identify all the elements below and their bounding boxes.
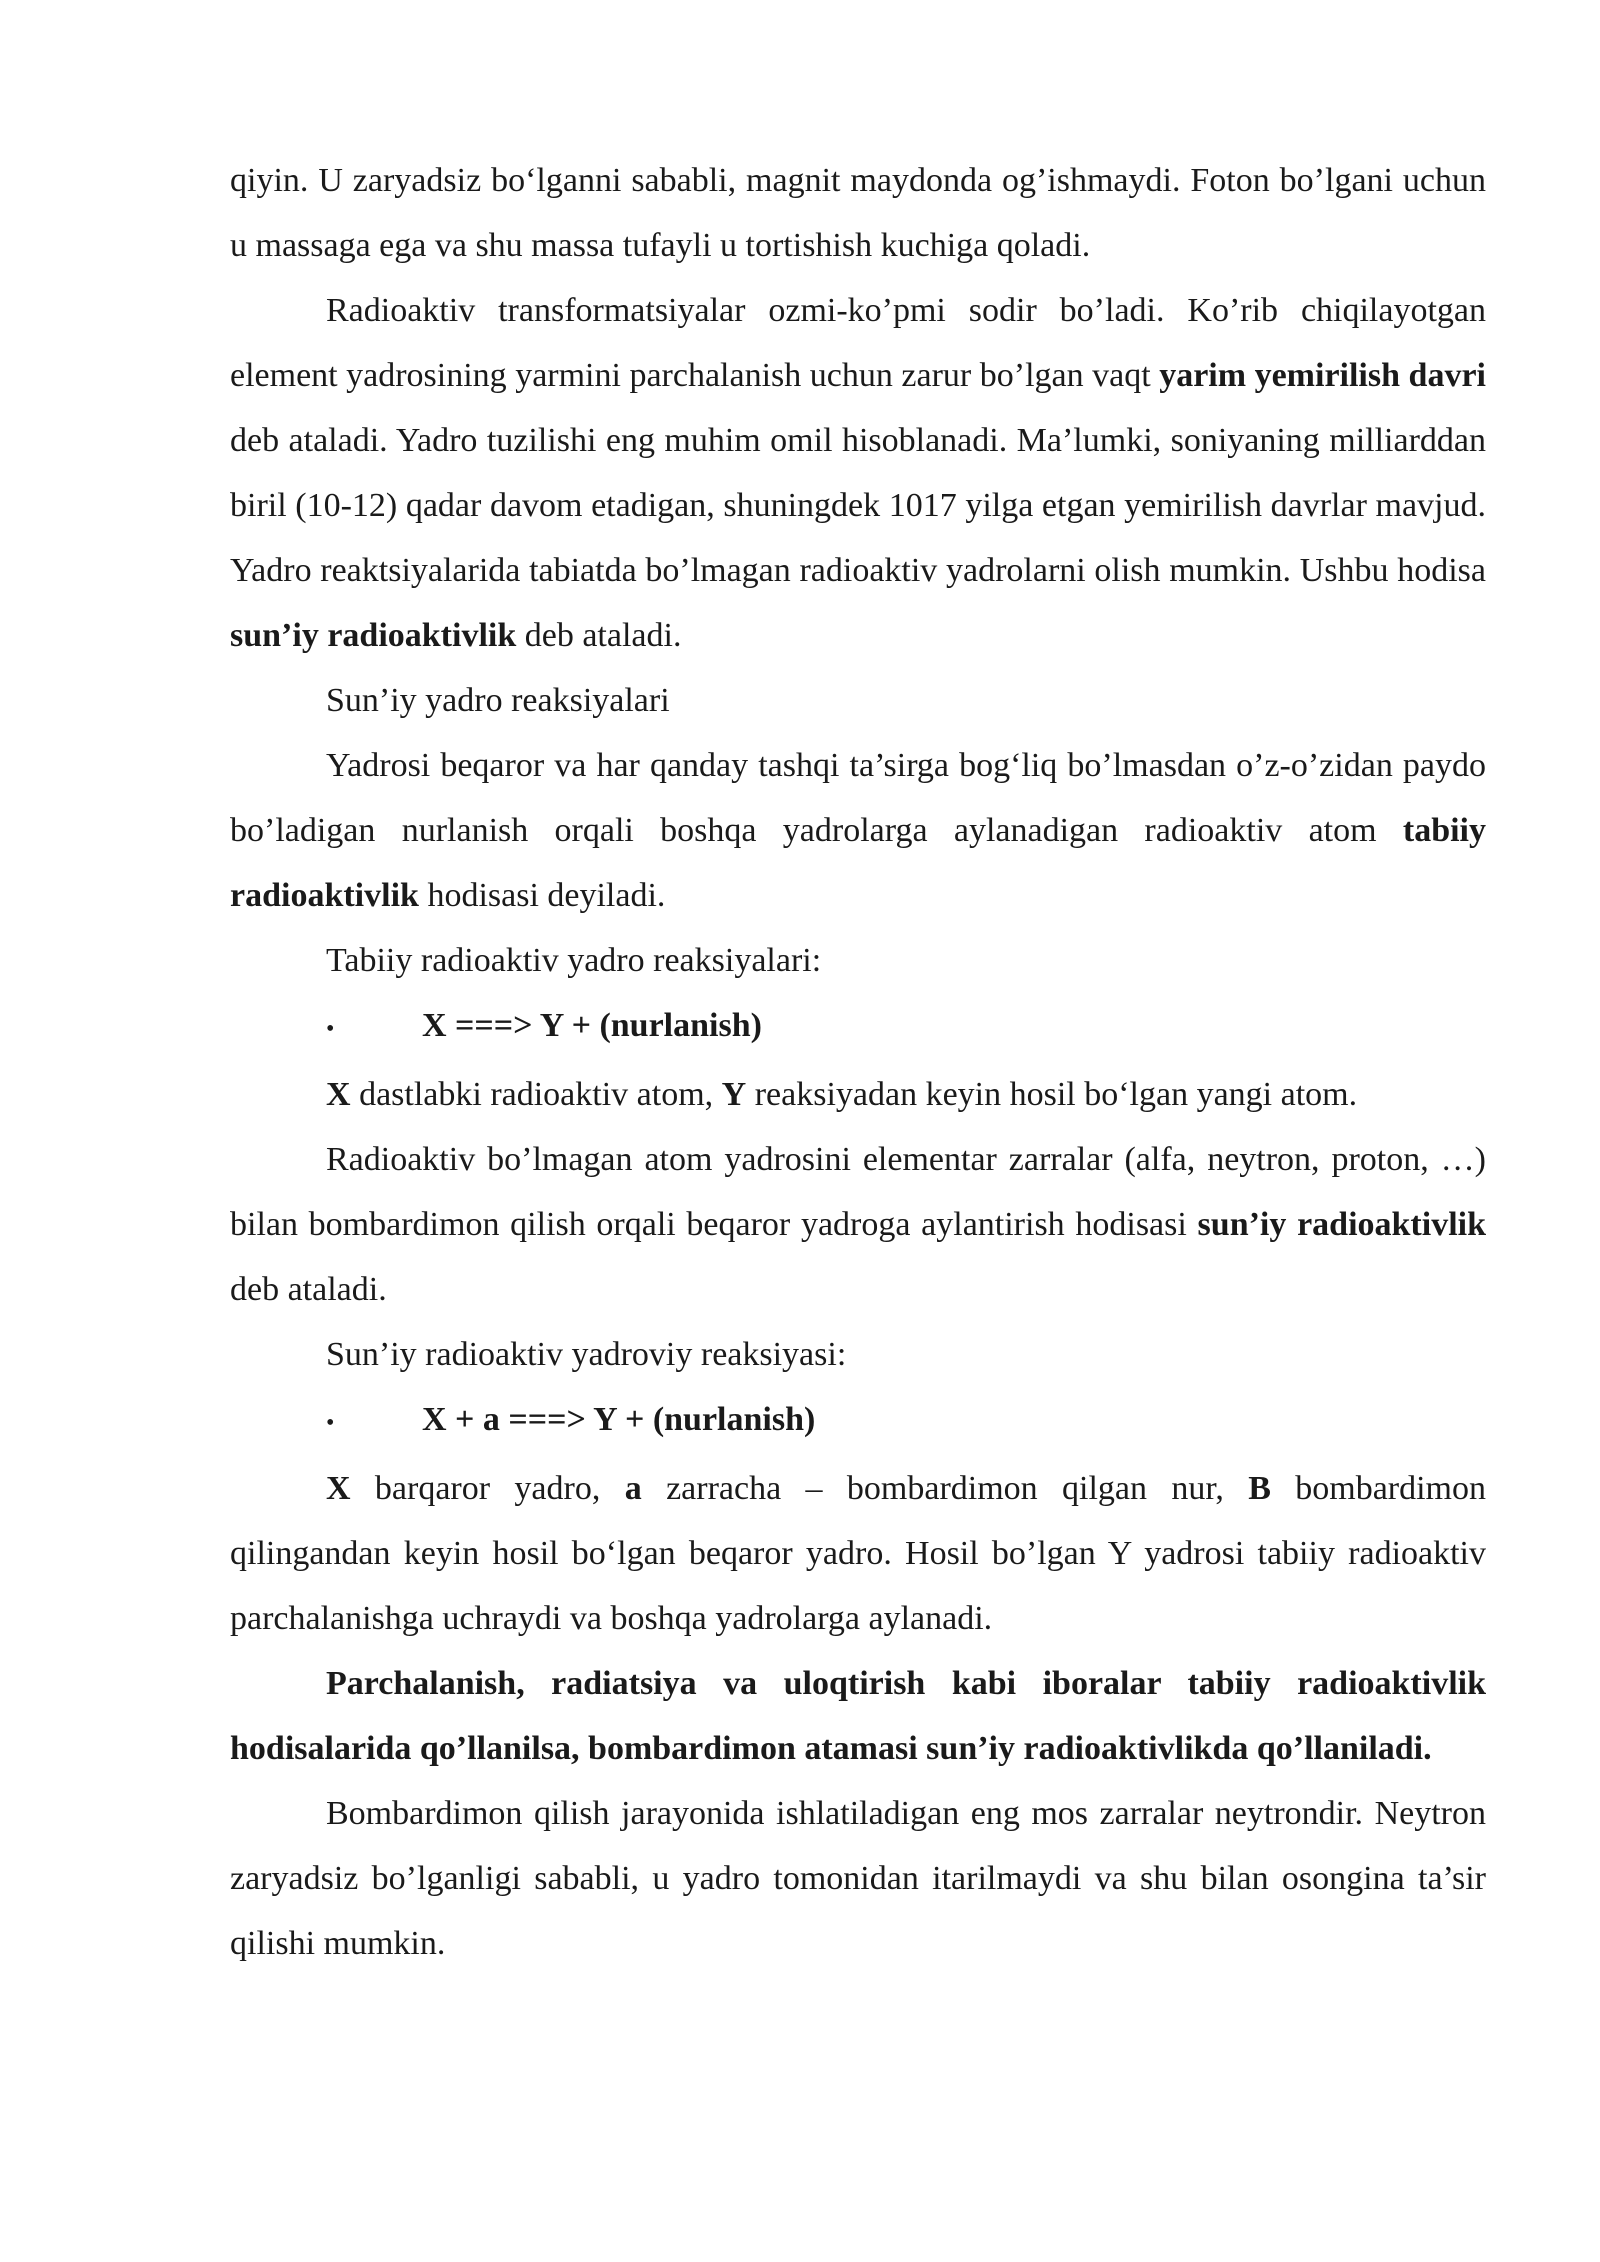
paragraph-terms-usage: Parchalanish, radiatsiya va uloqtirish kabi iboralar tabiiy radioaktivlik hodisalarida qo’llanilsa, bombardimon atamasi sun’iy radioaktivlikda qo’llaniladi. — [230, 1665, 1486, 1767]
term-half-life: yarim yemirilish davri — [1159, 357, 1486, 394]
text-span: deb ataladi. — [230, 1271, 387, 1308]
heading-natural-reactions: Tabiiy radioaktiv yadro reaksiyalari: — [326, 942, 822, 979]
paragraph-x-a-b-definition — [230, 1456, 1486, 1651]
text-span: deb ataladi. — [516, 617, 682, 654]
term-artificial-radioactivity: sun’iy radioaktivlik — [1197, 1206, 1486, 1243]
paragraph-x-y-definition — [230, 1062, 1486, 1127]
paragraph-natural-radioactivity — [230, 733, 1486, 928]
heading-artificial-reactions: Sun’iy yadro reaksiyalari — [326, 682, 670, 719]
bullet-icon: • — [326, 1016, 335, 1042]
text-span: dastlabki radioaktiv atom, — [350, 1076, 722, 1113]
paragraph-half-life — [230, 278, 1486, 668]
text-span: Radioaktiv transformatsiyalar ozmi-ko’pmi sodir bo’ladi. Ko’rib chiqilayotgan element yadrosining yarmini parchalanish uchun zarur bo’lgan vaqt — [230, 292, 1486, 394]
bullet-formula-artificial — [230, 1387, 1486, 1456]
text-span: reaksiyadan keyin hosil bo‘lgan yangi atom. — [746, 1076, 1358, 1113]
formula-artificial: X + a ===> Y + (nurlanish) — [422, 1401, 816, 1438]
symbol-b: B — [1248, 1470, 1271, 1507]
symbol-x: X — [326, 1076, 351, 1113]
bullet-formula-natural — [230, 993, 1486, 1062]
symbol-x: X — [326, 1470, 351, 1507]
document-page — [230, 148, 1486, 1976]
heading-artificial-nuclear-reaction: Sun’iy radioaktiv yadroviy reaksiyasi: — [326, 1336, 847, 1373]
text-span: Yadrosi beqaror va har qanday tashqi ta’sirga bog‘liq bo’lmasdan o’z-o’zidan paydo bo’ladigan nurlanish orqali boshqa yadrolarga aylanadigan radioaktiv atom — [230, 747, 1486, 849]
symbol-a: a — [624, 1470, 642, 1507]
text-span: hodisasi deyiladi. — [418, 877, 666, 914]
text-span: barqaror yadro, — [350, 1470, 625, 1507]
bullet-icon: • — [326, 1410, 335, 1436]
text-span: zarracha – bombardimon qilgan nur, — [641, 1470, 1249, 1507]
term-artificial-radioactivity: sun’iy radioaktivlik — [230, 617, 517, 654]
text-span: deb ataladi. Yadro tuzilishi eng muhim omil hisoblanadi. Ma’lumki, soniyaning milliarddan biril (10-12) qadar davom etadigan, shuningdek 1017 yilga etgan yemirilish davrlar mavjud. Yadro reaktsiyalarida tabiatda bo’lmagan radioaktiv yadrolarni olish mumkin. Ushbu hodisa — [230, 422, 1486, 589]
symbol-y: Y — [721, 1076, 747, 1113]
text-span: Radioaktiv bo’lmagan atom yadrosini elementar zarralar (alfa, neytron, proton, …) bilan bombardimon qilish orqali beqaror yadroga aylantirish hodisasi — [230, 1141, 1486, 1243]
formula-natural: X ===> Y + (nurlanish) — [422, 1007, 762, 1044]
paragraph-1: qiyin. U zaryadsiz bo‘lganni sababli, magnit maydonda og’ishmaydi. Foton bo’lgani uchun u massaga ega va shu massa tufayli u tortishish kuchiga qoladi. — [230, 162, 1486, 264]
term-natural-radioactivity: tabiiy radioaktivlik — [230, 812, 1486, 914]
paragraph-neutron: Bombardimon qilish jarayonida ishlatiladigan eng mos zarralar neytrondir. Neytron zaryadsiz bo’lganligi sababli, u yadro tomonidan itarilmaydi va shu bilan osongina ta’sir qilishi mumkin. — [230, 1795, 1486, 1962]
text-span: bombardimon qilingandan keyin hosil bo‘lgan beqaror yadro. Hosil bo’lgan Y yadrosi tabiiy radioaktiv parchalanishga uchraydi va boshqa yadrolarga aylanadi. — [230, 1470, 1487, 1637]
paragraph-bombardment — [230, 1127, 1486, 1322]
